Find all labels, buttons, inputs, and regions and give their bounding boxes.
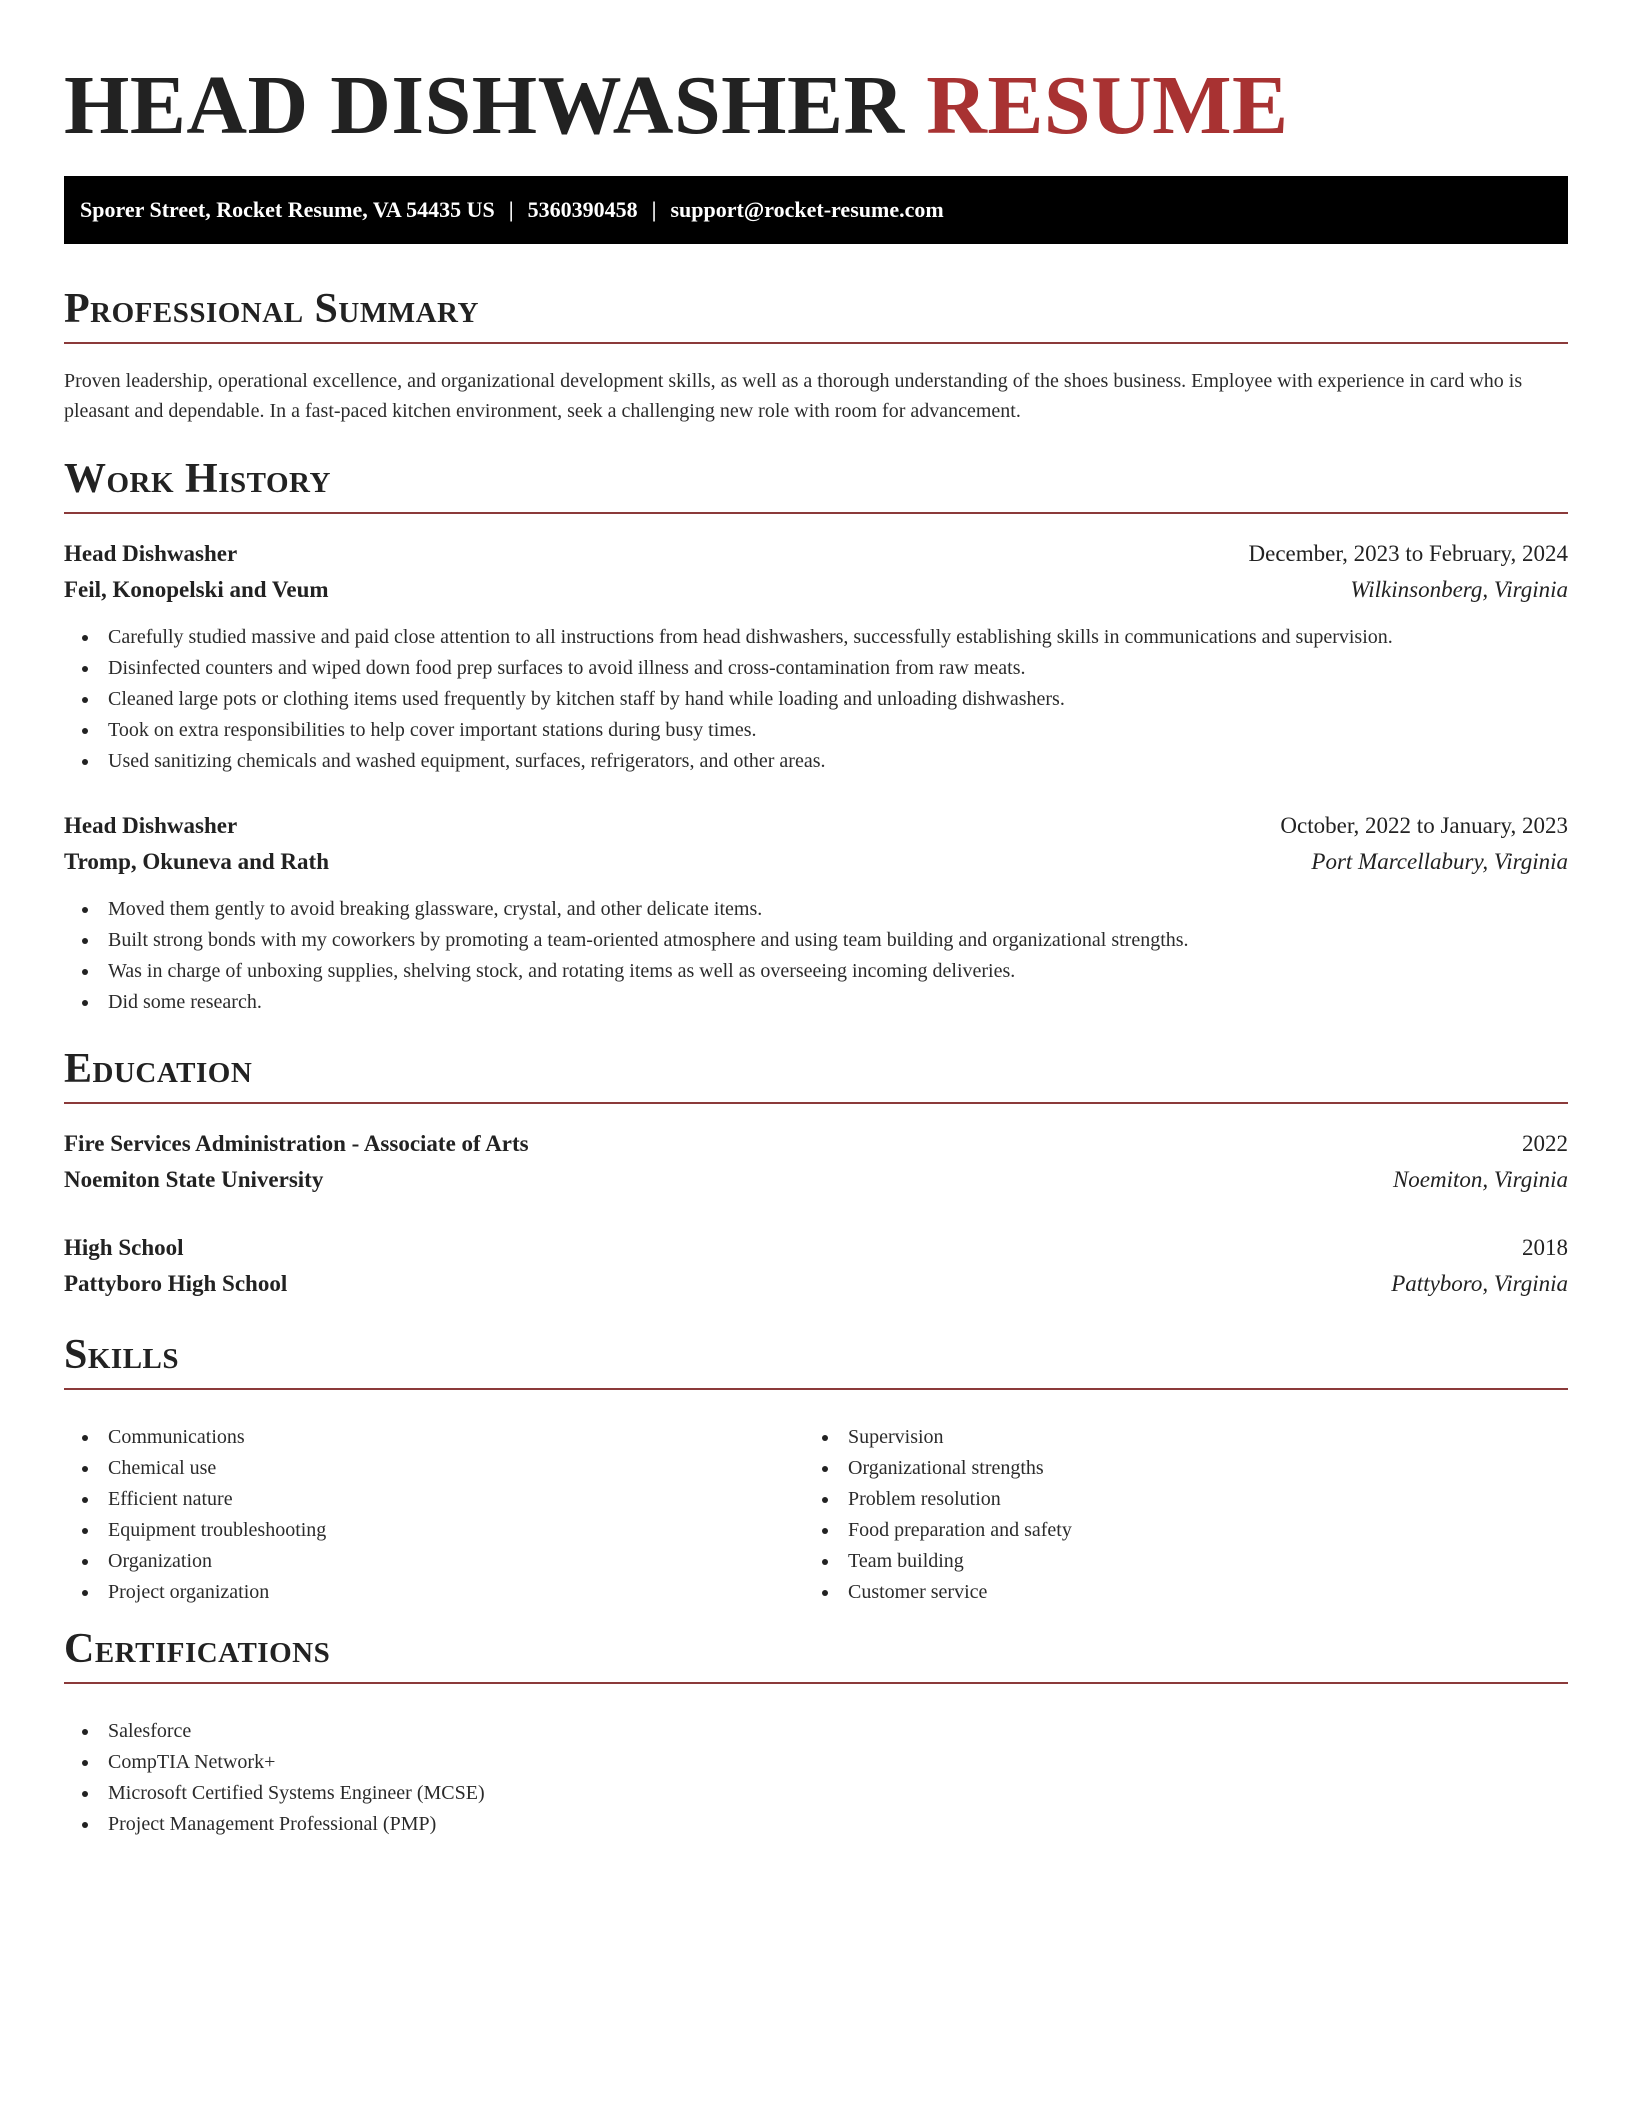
job-1-header	[64, 536, 1568, 572]
contact-email: support@rocket-resume.com	[670, 197, 944, 222]
list-item: Chemical use	[64, 1453, 326, 1484]
list-item: Food preparation and safety	[804, 1515, 1072, 1546]
job-1-bullets	[64, 622, 1393, 777]
job-2-header	[64, 808, 1568, 844]
contact-separator: |	[651, 197, 657, 222]
title-main: HEAD DISHWASHER	[64, 59, 905, 152]
list-item: Disinfected counters and wiped down food prep surfaces to avoid illness and cross-contamination from raw meats.	[64, 653, 1393, 684]
list-item: Took on extra responsibilities to help cover important stations during busy times.	[64, 715, 1393, 746]
education-2-year: 2018	[1522, 1235, 1568, 1260]
skills-heading: Skills	[64, 1330, 1568, 1390]
resume-title	[64, 56, 1289, 156]
list-item: Communications	[64, 1422, 326, 1453]
list-item: Project organization	[64, 1577, 326, 1608]
education-2-location: Pattyboro, Virginia	[1391, 1271, 1568, 1296]
job-2-bullets	[64, 894, 1189, 1018]
job-1-dates: December, 2023 to February, 2024	[1248, 541, 1568, 566]
job-2-title: Head Dishwasher	[64, 813, 238, 838]
list-item: Problem resolution	[804, 1484, 1072, 1515]
education-1-header	[64, 1126, 1568, 1162]
education-1-subheader	[64, 1162, 1568, 1198]
list-item: Efficient nature	[64, 1484, 326, 1515]
title-accent: RESUME	[926, 59, 1289, 152]
list-item: Equipment troubleshooting	[64, 1515, 326, 1546]
education-2-subheader	[64, 1266, 1568, 1302]
list-item: Customer service	[804, 1577, 1072, 1608]
list-item: Moved them gently to avoid breaking glassware, crystal, and other delicate items.	[64, 894, 1189, 925]
list-item: Team building	[804, 1546, 1072, 1577]
contact-bar	[64, 176, 1568, 244]
education-2-school: Pattyboro High School	[64, 1271, 288, 1296]
job-1-location: Wilkinsonberg, Virginia	[1350, 577, 1568, 602]
job-2-subheader	[64, 844, 1568, 880]
education-2-header	[64, 1230, 1568, 1266]
list-item: Project Management Professional (PMP)	[64, 1809, 485, 1840]
contact-separator: |	[508, 197, 514, 222]
contact-address: Sporer Street, Rocket Resume, VA 54435 US	[80, 197, 495, 222]
education-1-location: Noemiton, Virginia	[1392, 1167, 1568, 1192]
contact-phone: 5360390458	[527, 197, 638, 222]
job-2-location: Port Marcellabury, Virginia	[1311, 849, 1568, 874]
list-item: Organizational strengths	[804, 1453, 1072, 1484]
list-item: Built strong bonds with my coworkers by promoting a team-oriented atmosphere and using team building and organizational strengths.	[64, 925, 1189, 956]
education-1-degree: Fire Services Administration - Associate of Arts	[64, 1131, 529, 1156]
list-item: Used sanitizing chemicals and washed equipment, surfaces, refrigerators, and other areas.	[64, 746, 1393, 777]
list-item: Cleaned large pots or clothing items used frequently by kitchen staff by hand while loading and unloading dishwashers.	[64, 684, 1393, 715]
education-heading: Education	[64, 1044, 1568, 1104]
summary-heading: Professional Summary	[64, 284, 1568, 344]
certifications-heading: Certifications	[64, 1624, 1568, 1684]
job-1-company: Feil, Konopelski and Veum	[64, 577, 329, 602]
list-item: Was in charge of unboxing supplies, shelving stock, and rotating items as well as overseeing incoming deliveries.	[64, 956, 1189, 987]
education-1-school: Noemiton State University	[64, 1167, 324, 1192]
skills-right-list	[804, 1422, 1072, 1608]
list-item: Organization	[64, 1546, 326, 1577]
list-item: Salesforce	[64, 1716, 485, 1747]
certifications-list	[64, 1716, 485, 1840]
job-1-subheader	[64, 572, 1568, 608]
list-item: Supervision	[804, 1422, 1072, 1453]
list-item: Carefully studied massive and paid close attention to all instructions from head dishwashers, successfully establishing skills in communications and supervision.	[64, 622, 1393, 653]
work-history-heading: Work History	[64, 454, 1568, 514]
list-item: Microsoft Certified Systems Engineer (MCSE)	[64, 1778, 485, 1809]
list-item: Did some research.	[64, 987, 1189, 1018]
job-1-title: Head Dishwasher	[64, 541, 238, 566]
education-1-year: 2022	[1522, 1131, 1568, 1156]
job-2-company: Tromp, Okuneva and Rath	[64, 849, 329, 874]
education-2-degree: High School	[64, 1235, 184, 1260]
list-item: CompTIA Network+	[64, 1747, 485, 1778]
skills-left-list	[64, 1422, 326, 1608]
summary-text: Proven leadership, operational excellence, and organizational development skills, as well as a thorough understanding of the shoes business. Employee with experience in card who is pleasant and dependable. In a fast-paced kitchen environment, seek a challenging new role with room for advancement.	[64, 370, 1523, 422]
job-2-dates: October, 2022 to January, 2023	[1280, 813, 1568, 838]
